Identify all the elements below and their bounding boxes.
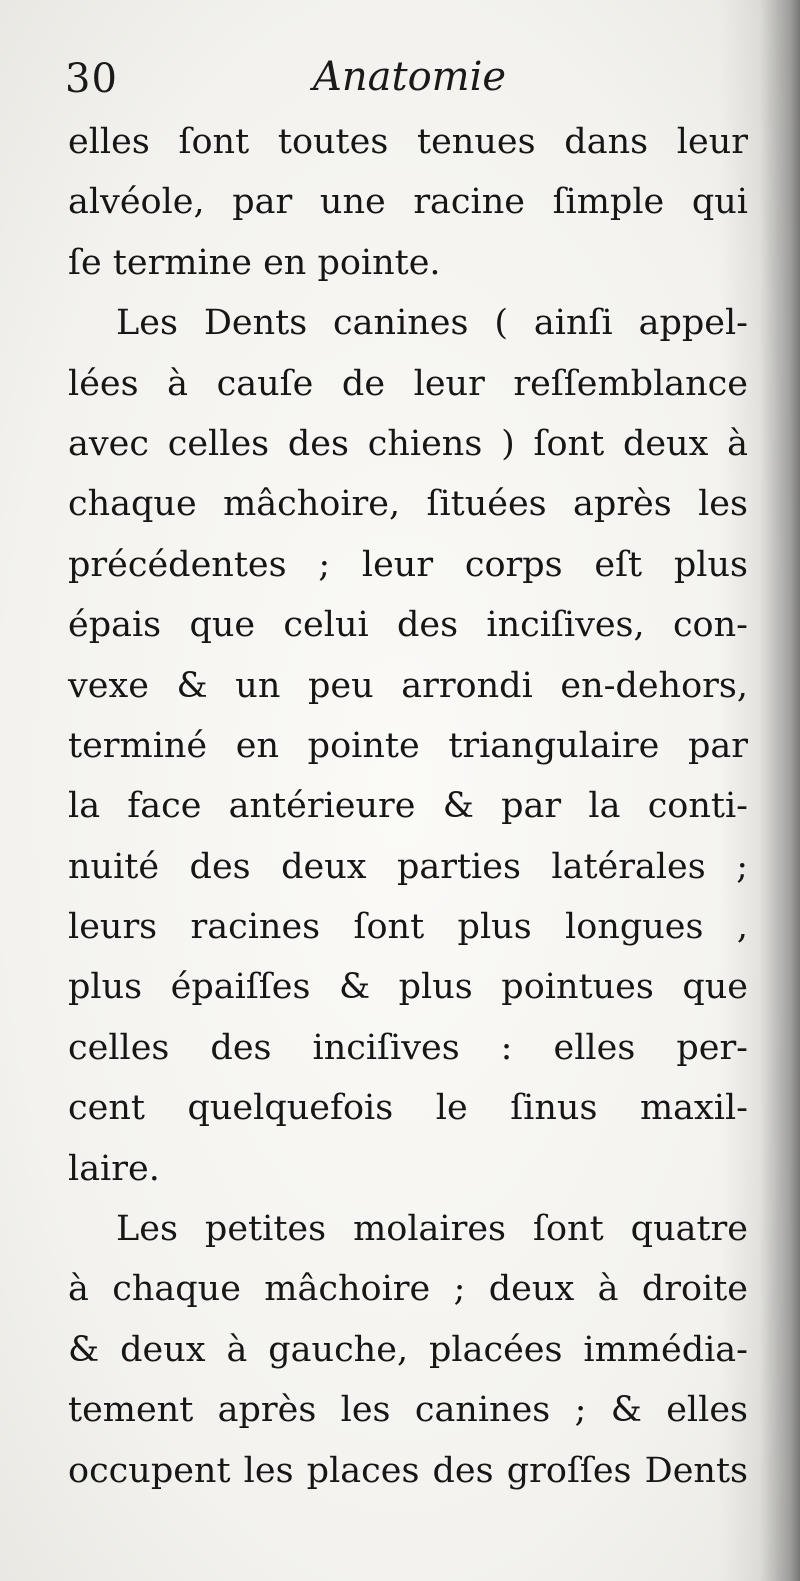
- text-line: chaque mâchoire, ſituées après les: [68, 484, 748, 525]
- text-line: ſe termine en pointe.: [68, 242, 441, 283]
- text-line: vexe & un peu arrondi en-dehors,: [68, 665, 748, 706]
- text-line: Les petites molaires ſont quatre: [116, 1209, 748, 1250]
- text-line: cent quelquefois le ſinus maxil-: [68, 1088, 748, 1129]
- text-line: épais que celui des inciſives, con-: [68, 605, 748, 646]
- text-line: leurs racines ſont plus longues ,: [68, 907, 748, 948]
- text-line: Les Dents canines ( ainſi appel-: [116, 303, 748, 344]
- text-line: celles des inciſives : elles per-: [68, 1027, 748, 1068]
- text-line: laire.: [68, 1148, 160, 1189]
- body-text: [68, 112, 748, 1501]
- text-line: elles ſont toutes tenues dans leur: [68, 122, 748, 162]
- text-line: occupent les places des groſſes Dents: [68, 1450, 748, 1491]
- text-line: alvéole, par une racine ſimple qui: [68, 182, 748, 223]
- page-header: [65, 46, 755, 106]
- text-line: lées à cauſe de leur reſſemblance: [68, 363, 748, 404]
- text-line: nuité des deux parties latérales ;: [68, 846, 748, 887]
- text-line: précédentes ; leur corps eſt plus: [68, 544, 748, 585]
- text-line: à chaque mâchoire ; deux à droite: [68, 1269, 748, 1310]
- text-line: avec celles des chiens ) ſont deux à: [68, 423, 748, 464]
- text-line: tement après les canines ; & elles: [68, 1390, 748, 1431]
- running-title: Anatomie: [313, 54, 507, 100]
- page-number: 30: [65, 56, 118, 102]
- text-line: la face antérieure & par la conti-: [68, 786, 748, 827]
- text-line: & deux à gauche, placées immédia-: [68, 1329, 748, 1370]
- text-line: terminé en pointe triangulaire par: [68, 725, 748, 766]
- text-line: plus épaiſſes & plus pointues que: [68, 967, 748, 1008]
